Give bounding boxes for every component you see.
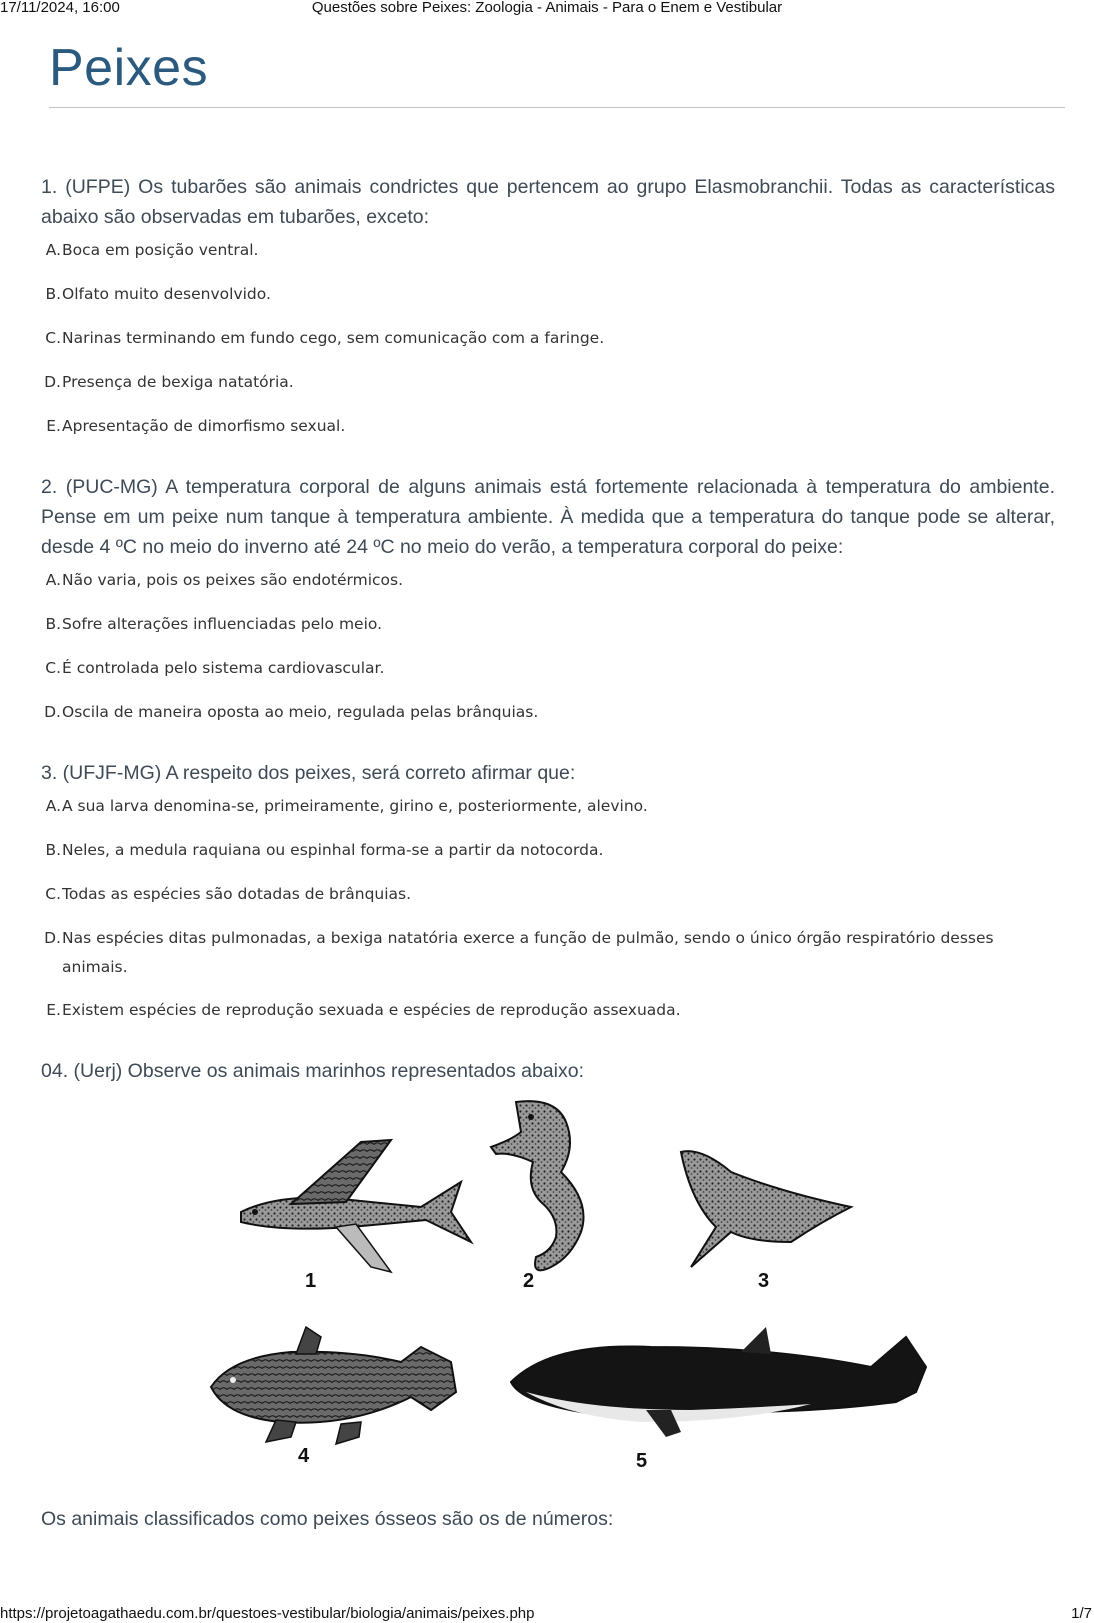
option-letter: B. xyxy=(45,615,61,633)
option-text: Presença de bexiga natatória. xyxy=(62,373,294,391)
page-title: Peixes xyxy=(49,39,209,97)
options-list xyxy=(41,792,1055,1026)
figure-label-1: 1 xyxy=(305,1270,317,1292)
option-letter: D. xyxy=(44,703,61,721)
option-text: Boca em posição ventral. xyxy=(62,241,259,259)
questions-list xyxy=(41,172,1055,1564)
options-list xyxy=(41,236,1055,442)
figure-label-3: 3 xyxy=(758,1270,770,1292)
option-letter: A. xyxy=(45,241,61,259)
option-text: Sofre alterações influenciadas pelo meio. xyxy=(62,615,383,633)
question-1 xyxy=(41,172,1055,442)
option-text: A sua larva denomina-se, primeiramente, girino e, posteriormente, alevino. xyxy=(62,797,648,815)
seahorse-drawing xyxy=(491,1101,584,1270)
question-text: 1. (UFPE) Os tubarões são animais condrictes que pertencem ao grupo Elasmobranchii. Todas as características abaixo são observadas em tubarões, exceto: xyxy=(41,176,1055,228)
question-4 xyxy=(41,1056,1055,1534)
option-c[interactable] xyxy=(41,880,1055,910)
option-letter: A. xyxy=(45,797,61,815)
option-text: Apresentação de dimorfismo sexual. xyxy=(62,417,346,435)
option-letter: B. xyxy=(45,285,61,303)
option-text: Neles, a medula raquiana ou espinhal forma-se a partir da notocorda. xyxy=(62,841,604,859)
option-text: Olfato muito desenvolvido. xyxy=(62,285,271,303)
option-letter: A. xyxy=(45,571,61,589)
marine-animals-figure xyxy=(171,1092,931,1492)
option-letter: C. xyxy=(45,885,61,903)
figure-label-4: 4 xyxy=(298,1445,310,1467)
flying-fish-drawing xyxy=(241,1140,471,1272)
print-header xyxy=(0,0,1094,18)
question-followup-text: Os animais classificados como peixes ósseos são os de números: xyxy=(41,1508,614,1530)
print-footer xyxy=(0,1605,1094,1623)
question-2 xyxy=(41,472,1055,728)
option-text: É controlada pelo sistema cardiovascular. xyxy=(62,659,385,677)
option-a[interactable] xyxy=(41,236,1055,266)
option-b[interactable] xyxy=(41,610,1055,640)
option-d[interactable] xyxy=(41,924,1055,982)
option-c[interactable] xyxy=(41,324,1055,354)
title-divider xyxy=(49,107,1065,108)
option-letter: C. xyxy=(45,329,61,347)
print-doc-title: Questões sobre Peixes: Zoologia - Animais - Para o Enem e Vestibular xyxy=(311,0,783,16)
option-text: Não varia, pois os peixes são endotérmicos. xyxy=(62,571,404,589)
question-text: 3. (UFJF-MG) A respeito dos peixes, será correto afirmar que: xyxy=(41,762,576,784)
option-b[interactable] xyxy=(41,836,1055,866)
print-datetime: 17/11/2024, 16:00 xyxy=(0,0,120,16)
option-text: Nas espécies ditas pulmonadas, a bexiga natatória exerce a função de pulmão, sendo o único órgão respiratório desses animais. xyxy=(62,929,994,976)
option-a[interactable] xyxy=(41,566,1055,596)
ray-drawing xyxy=(681,1151,851,1267)
option-text: Narinas terminando em fundo cego, sem comunicação com a faringe. xyxy=(62,329,605,347)
option-letter: E. xyxy=(46,1001,61,1019)
option-letter: E. xyxy=(46,417,61,435)
option-text: Oscila de maneira oposta ao meio, regulada pelas brânquias. xyxy=(62,703,539,721)
option-text: Existem espécies de reprodução sexuada e espécies de reprodução assexuada. xyxy=(62,1001,681,1019)
option-c[interactable] xyxy=(41,654,1055,684)
print-url[interactable]: https://projetoagathaedu.com.br/questoes-vestibular/biologia/animais/peixes.php xyxy=(0,1605,535,1622)
page-number: 1/7 xyxy=(1071,1605,1092,1622)
option-d[interactable] xyxy=(41,698,1055,728)
question-text: 04. (Uerj) Observe os animais marinhos representados abaixo: xyxy=(41,1060,585,1082)
option-letter: D. xyxy=(44,373,61,391)
question-3 xyxy=(41,758,1055,1026)
option-b[interactable] xyxy=(41,280,1055,310)
figure-label-2: 2 xyxy=(523,1270,535,1292)
option-d[interactable] xyxy=(41,368,1055,398)
option-letter: D. xyxy=(44,929,61,947)
option-letter: B. xyxy=(45,841,61,859)
cetacean-drawing xyxy=(511,1327,926,1437)
options-list xyxy=(41,566,1055,728)
option-letter: C. xyxy=(45,659,61,677)
option-e[interactable] xyxy=(41,996,1055,1026)
coelacanth-drawing xyxy=(211,1327,456,1444)
option-e[interactable] xyxy=(41,412,1055,442)
option-text: Todas as espécies são dotadas de brânquias. xyxy=(62,885,412,903)
marine-animals-illustration xyxy=(171,1092,931,1492)
option-a[interactable] xyxy=(41,792,1055,822)
figure-label-5: 5 xyxy=(636,1450,648,1472)
question-text: 2. (PUC-MG) A temperatura corporal de alguns animais está fortemente relacionada à temperatura do ambiente. Pense em um peixe num tanque à temperatura ambiente. À medida que a temperatura do tanque pode se alterar, desde 4 ºC no meio do inverno até 24 ºC no meio do verão, a temperatura corporal do peixe: xyxy=(41,476,1055,558)
